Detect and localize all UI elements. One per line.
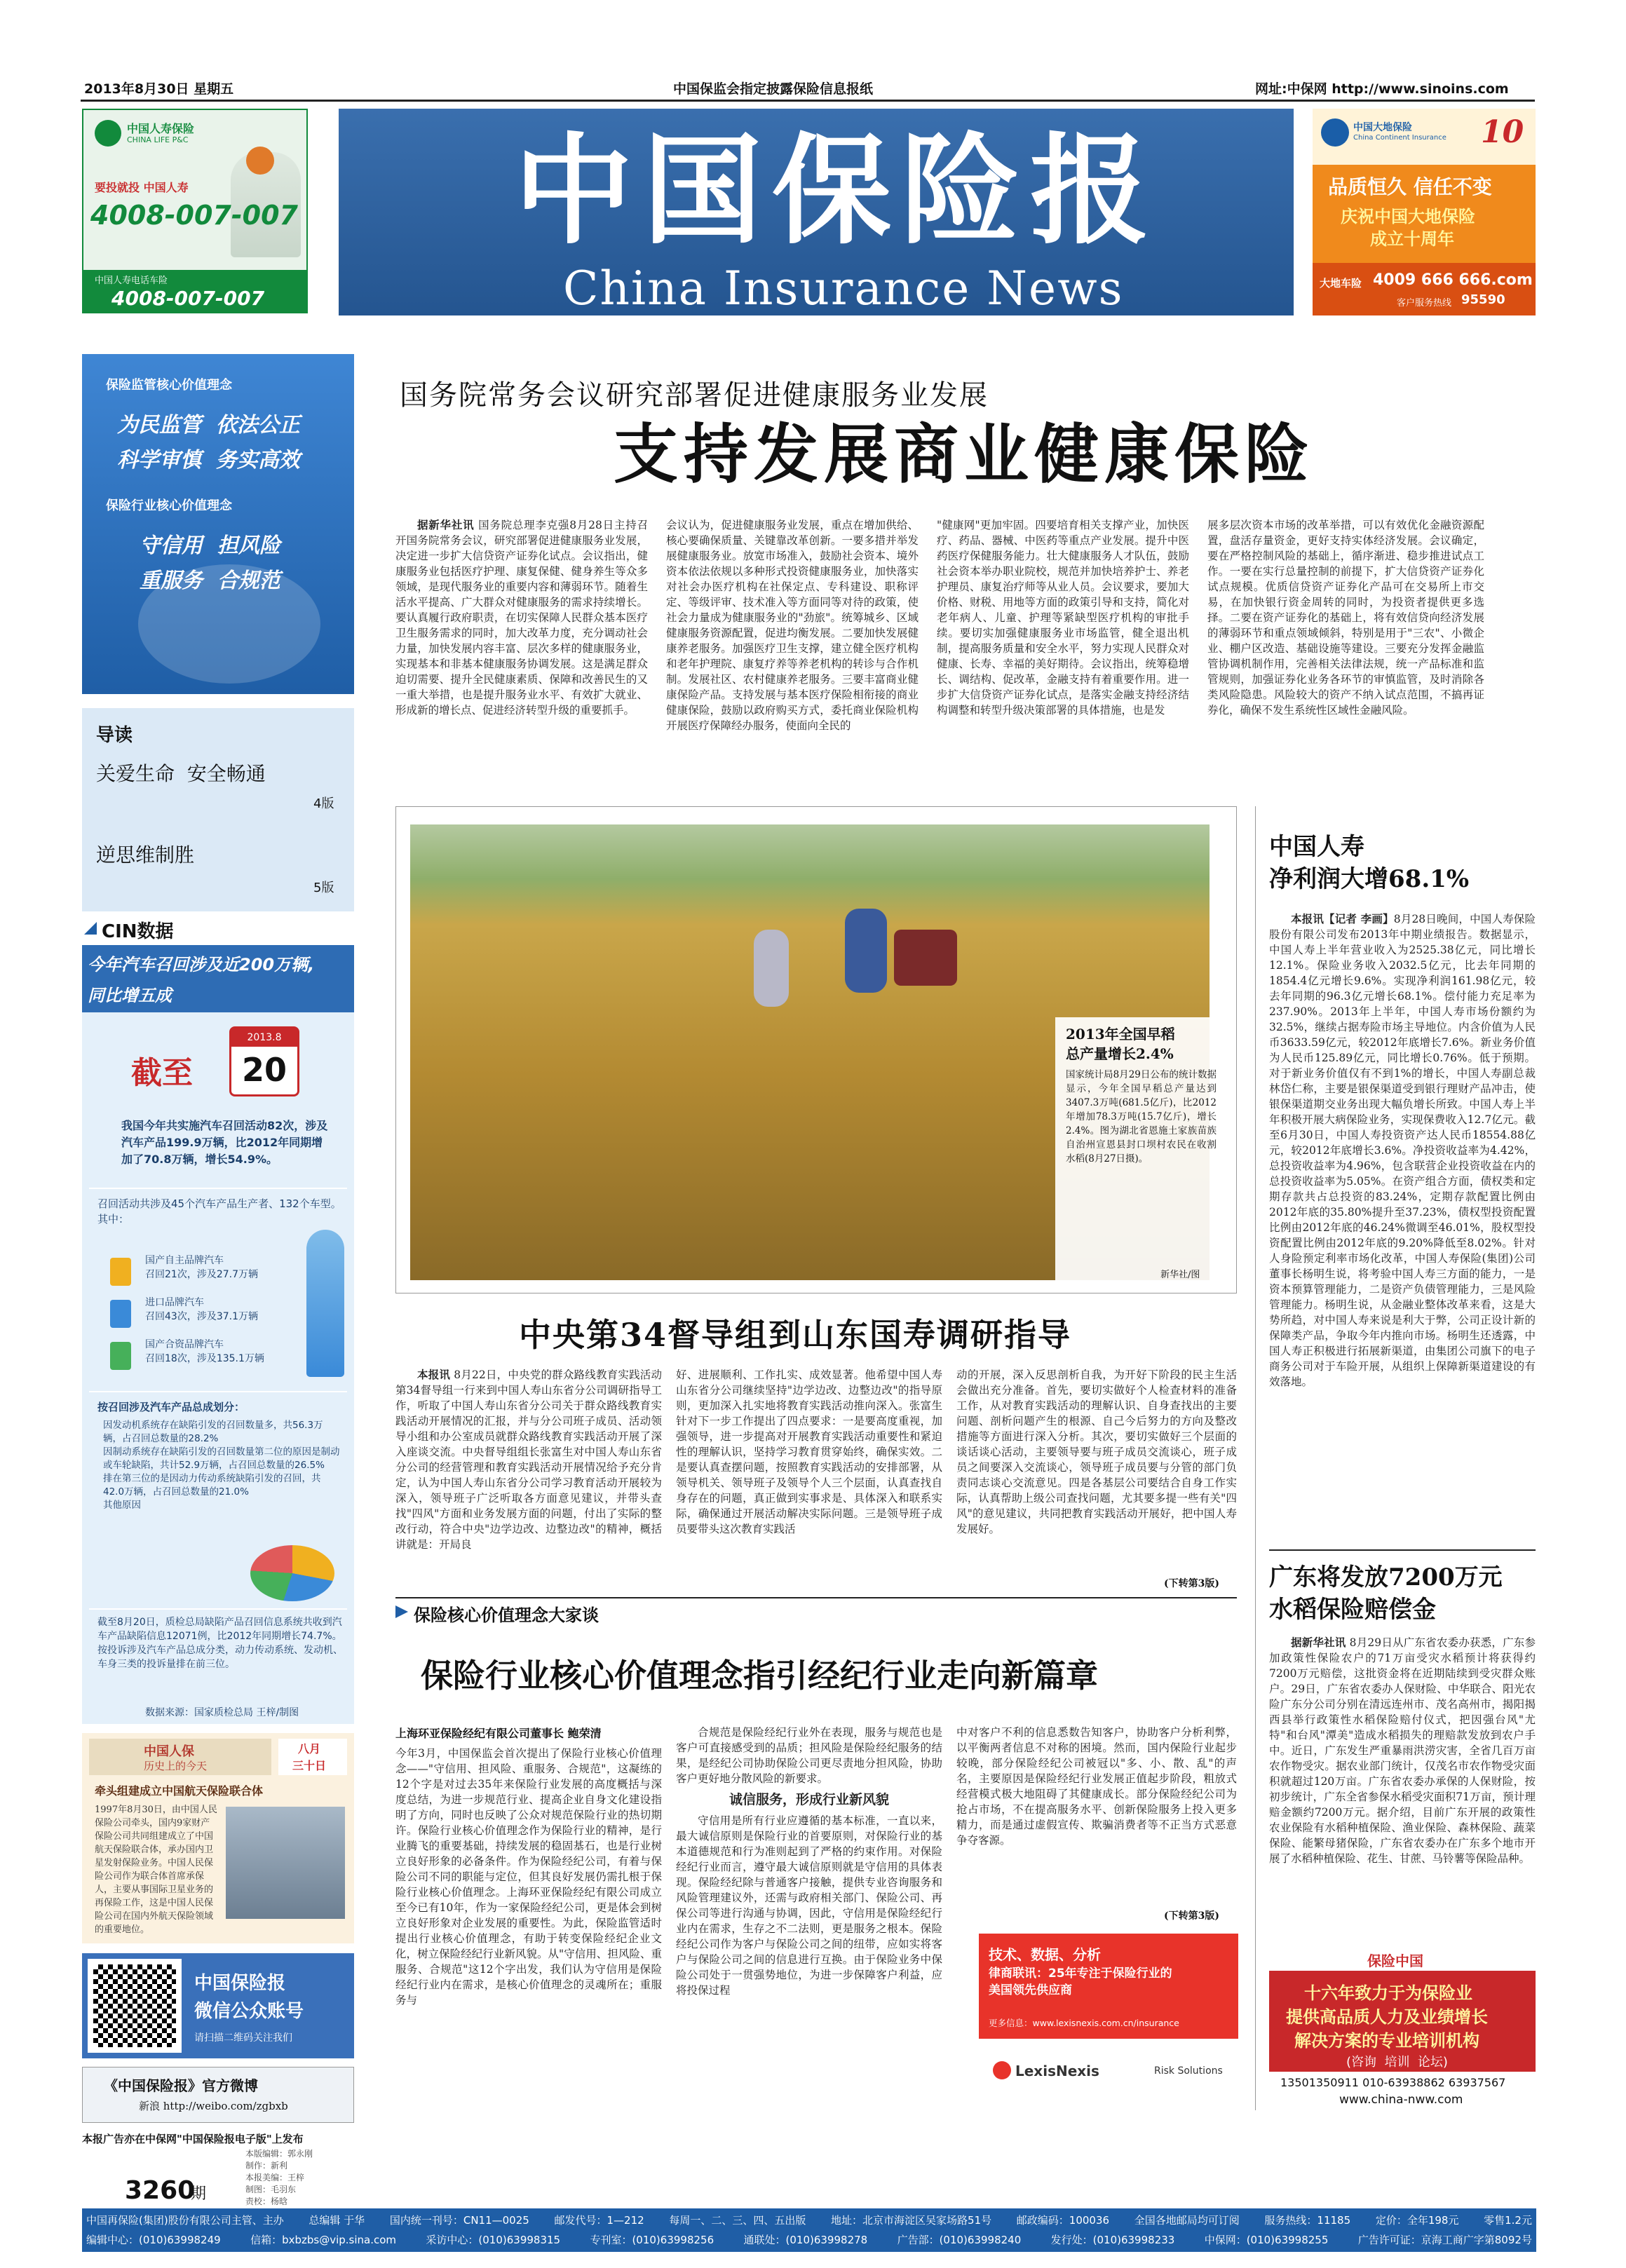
values-box	[82, 354, 354, 694]
ccic-hotline: 95590	[1461, 292, 1505, 307]
article3-subhead: 诚信服务，形成行业新风貌	[729, 1792, 889, 1807]
cin-cutoff: 截至	[131, 1055, 193, 1091]
ccic-slogan2: 庆祝中国大地保险	[1341, 207, 1475, 226]
history-brand: 中国人保	[144, 1744, 194, 1759]
history-month: 八月	[298, 1742, 321, 1756]
values-line4: 重服务 合规范	[140, 569, 280, 593]
ccic-anniversary: 10	[1481, 114, 1524, 150]
china-life-phone-big: 4008-007-007	[90, 200, 298, 231]
guide-item-1[interactable]: 关爱生命 安全畅通	[96, 762, 266, 785]
values-line2: 科学审慎 务实高效	[117, 448, 300, 473]
lexis-brand: LexisNexis	[1015, 2063, 1099, 2079]
guide-page-1: 4版	[313, 796, 334, 811]
rice-photo-frame	[395, 806, 1237, 1293]
training-phone: 13501350911 010-63938862 63937567	[1280, 2076, 1506, 2089]
values-line1: 为民监管 依法公正	[117, 413, 300, 437]
masthead-title: 中国保险报	[514, 121, 1160, 261]
lexis-tag: Risk Solutions	[1154, 2065, 1223, 2077]
calendar-month: 2013.8	[231, 1028, 297, 1047]
cin-panel	[82, 1012, 354, 1724]
china-life-phone: 4008-007-007	[111, 287, 265, 310]
right2-headline2: 水稻保险赔偿金	[1269, 1596, 1436, 1624]
credits: 本版编辑：郭永刚 制作：新利 本报美编：王梓 制图：毛羽东 责校：杨晗	[245, 2149, 313, 2206]
bar-jv-icon	[110, 1342, 131, 1370]
cin-title: CIN数据	[102, 921, 174, 942]
history-photo	[226, 1807, 345, 1919]
guide-box	[82, 708, 354, 911]
calendar-icon	[229, 1026, 299, 1096]
cause-item-3: 排在第三位的是因动力传动系统缺陷引发的召回，共42.0万辆，占召回总数量的21.0%	[103, 1473, 321, 1498]
website[interactable]: 网址:中保网 http://www.sinoins.com	[1255, 81, 1509, 97]
lead-col-2: 会议认为，促进健康服务业发展，重点在增加供给、核心要确保质量、关键靠改革创新。一要多措并举发展健康服务业。放宽市场准入，鼓励社会资本、境外资本依法依规以多种形式投资健康服务业，加快落实对社会办医疗机构在社保定点、专科建设、职称评定、等级评审、技术准入等方面同等对待的政策，使社会力量成为健康服务业的"劲旅"。统筹城乡、区域健康服务资源配置，促进均衡发展。二要加快发展健康养老服务。加强医疗卫生支撑，建立健全医疗机构和老年护理院、康复疗养等养老机构的转诊与合作机制。发展社区、农村健康养老服务。三要丰富商业健康保险产品。支持发展与基本医疗保险相衔接的商业健康保险，鼓励以政府购买方式，委托商业保险机构开展医疗保障经办服务，使面向全民的	[666, 519, 919, 732]
mfr-value-2: 召回43次，涉及37.1万辆	[145, 1311, 258, 1322]
cin-note: 截至8月20日，质检总局缺陷产品召回信息系统共收到汽车产品缺陷信息12071例，比2012年同期增长74.7%。按投诉涉及汽车产品总成分类，动力传动系统、发动机、车身三类的投诉量排在前三位。	[97, 1617, 343, 1670]
footer-line1: 中国再保险(集团)股份有限公司主管、主办 总编辑 于华 国内统一刊号：CN11—0025 邮发代号：1—212 每周一、二、三、四、五出版 地址：北京市海淀区吴家场路51号 邮政编码：100036 全国各地邮局均可订阅 服务热线：11185 定价：全年198元 零售1.2元	[86, 2214, 1532, 2227]
lexis-line1: 技术、数据、分析	[989, 1946, 1101, 1963]
china-life-brand-en: CHINA LIFE P&C	[127, 135, 189, 144]
cin-cause-title: 按召回涉及汽车产品总成划分：	[97, 1401, 245, 1413]
article3-headline: 保险行业核心价值理念指引经纪行业走向新篇章	[421, 1657, 1098, 1695]
wechat-qr-code[interactable]	[88, 1959, 182, 2053]
article3-col-3: 中对客户不利的信息悉数告知客户，协助客户分析利弊，以平衡两者信息不对称的困境。然而，国内保险行业起步较晚，部分保险经纪公司被冠以"多、小、散、乱"的声名，主要原因是保险经纪行业发展正值起步阶段，粗放式经营模式极大地阻碍了其健康成长。部分保险经纪公司为抢占市场，不在提高服务水平、创新保险服务上投入更多精力，而是通过虚假宣传、欺骗消费者等不正当方式恶意争夺客源。	[956, 1726, 1237, 1847]
history-body: 1997年8月30日，由中国人民保险公司牵头，国内9家财产保险公司共同组建成立了中国航天保险联合体，承办国内卫星发射保险业务。中国人民保险公司作为联合体首席承保人，主要从事国际卫星业务的再保险工作，这是中国人民保险公司在国内外航天保险领域的重要地位。	[95, 1805, 217, 1935]
mfr-label-1: 国产自主品牌汽车	[145, 1255, 224, 1266]
ccic-slogan1: 品质恒久 信任不变	[1328, 175, 1492, 198]
ccic-hotline-label: 客户服务热线	[1397, 298, 1452, 308]
lead-headline: 支持发展商业健康保险	[614, 416, 1315, 492]
ccic-phone-label: 大地车险	[1320, 277, 1362, 290]
history-title: 牵头组建成立中国航天保险联合体	[95, 1784, 264, 1798]
ccic-brand: 中国大地保险	[1353, 122, 1412, 133]
mfr-label-2: 进口品牌汽车	[145, 1297, 204, 1308]
china-life-slogan: 要投就投 中国人寿	[95, 181, 189, 194]
wechat-hint: 请扫描二维码关注我们	[194, 2032, 292, 2044]
lexis-logo-icon	[993, 2061, 1011, 2079]
photo-caption-title1: 2013年全国早稻	[1066, 1026, 1175, 1043]
ccic-logo-icon	[1321, 118, 1349, 147]
cin-mfr-title: 召回活动共涉及45个汽车产品生产者、132个车型。其中：	[97, 1197, 341, 1225]
car-figure-icon	[306, 1230, 344, 1377]
mfr-value-3: 召回18次，涉及135.1万辆	[145, 1353, 264, 1364]
article2-dateline: 本报讯	[417, 1368, 451, 1381]
values-title1: 保险监管核心价值理念	[106, 378, 232, 393]
right1-dateline: 本报讯【记者 李画】	[1291, 912, 1394, 925]
china-life-logo-icon	[95, 120, 121, 147]
footer-line2: 编辑中心：(010)63998249 信箱：bxbzbs@vip.sina.com 采访中心：(010)63998315 专刊室：(010)63998256 通联处：(010)63998278 广告部：(010)63998240 发行处：(010)63998233 中保网：(010)63998255 广告许可证：京海工商广字第8092号	[86, 2234, 1532, 2246]
bar-domestic-icon	[110, 1258, 131, 1286]
training-ad[interactable]	[1269, 1946, 1536, 2110]
values-title2: 保险行业核心价值理念	[106, 498, 232, 513]
mfr-label-3: 国产合资品牌汽车	[145, 1339, 224, 1350]
lead-kicker: 国务院常务会议研究部署促进健康服务业发展	[400, 379, 989, 412]
mfr-value-1: 召回21次，涉及27.7万辆	[145, 1269, 258, 1280]
masthead	[339, 109, 1294, 315]
right2-body: 据新华社讯 8月29日从广东省农委办获悉，广东参加政策性保险农户的71万亩受灾水稻预计将获得约7200万元赔偿，这批资金将在近期陆续到受灾群众账户。29日，广东省农委办人保财险、中华联合、阳光农险广东分公司分别在清远连州市、茂名高州市，揭阳揭西县举行政策性水稻保险赔付仪式，把因强台风"尤特"和台风"潭美"造成水稻损失的理赔款发放到农户手中。近日，广东发生严重暴雨洪涝灾害，全省几百万亩农作物受灾。据农业部门统计，仅茂名市农作物受灾面积就超过120万亩。广东省农委办承保的人保财险，按初步统计，广东全省参保水稻受灾面积71万亩，预计理赔金额约7200万元。据介绍，目前广东开展的政策性农业保险有水稻种植保险、渔业保险、森林保险、蔬菜保险、能繁母猪保险，广东省农委办在广东多个地市开展了水稻种植保险、花生、甘蔗、马铃薯等保险品种。	[1269, 1636, 1536, 1865]
issue-label: 期	[191, 2185, 207, 2203]
lead-col-4: 展多层次资本市场的改革举措，可以有效优化金融资源配置，盘活存量资金，更好支持实体经济发展。会议确定，要在严格控制风险的基础上，循序渐进、稳步推进试点工作。一要在实行总量控制的前提下，扩大信贷资产证券化试点规模。优质信贷资产证券化产品可在交易所上市交易，在加快银行资金周转的同时，为投资者提供更多选择。二要在资产证券化的基础上，将有效信贷向经济发展的薄弱环节和重点领域倾斜，特别是用于"三农"、小微企业、棚户区改造、基础设施等建设。三要充分发挥金融监管协调机制作用，完善相关法律法规，统一产品标准和监管规则，加强证券化业务各环节的审慎监管，及时消除各类风险隐患。风险较大的资产不纳入试点范围，不搞再证券化，确保不发生系统性区域性金融风险。	[1207, 519, 1484, 717]
training-line1: 十六年致力于为保险业	[1304, 1983, 1472, 2003]
lexisnexis-ad[interactable]	[979, 1934, 1238, 2109]
article2-col-2: 好、进展顺利、工作扎实、成效显著。他希望中国人寿山东省分公司继续坚持"边学边改、边整边改"的指导原则，更加深入扎实地将教育实践活动推向深入。张富生针对下一步工作提出了四点要求：一是要高度重视，加强领导，进一步提高对开展教育实践活动重要性和紧迫性的理解认识，坚持学习教育贯穿始终，确保实效。二是要认真查摆问题，按照教育实践活动的安排部署，从领导机关、领导班子及领导个人三个层面，认真查找自身存在的问题，真正做到实事求是、具体深入和联系实际，确保通过开展活动解决实际问题。三是领导班子成员要带头这次教育实践活	[676, 1369, 942, 1535]
lead-col-1: 据新华社讯 国务院总理李克强8月28日主持召开国务院常务会议，研究部署促进健康服务业发展，决定进一步扩大信贷资产证券化试点。会议指出，健康服务业包括医疗护理、康复保健、健身养生等众多领域，是现代服务业的重要内容和薄弱环节。随着生活水平提高、广大群众对健康服务的需求持续增长。要认真履行政府职责，在切实保障人民群众基本医疗卫生服务需求的同时，加大改革力度，充分调动社会力量，加快发展内容丰富、层次多样的健康服务业，实现基本和非基本健康服务协调发展。这是满足群众迫切需要、提升全民健康素质、保障和改善民生的又一重大举措，也是提升服务业水平、有效扩大就业、形成新的增长点、促进经济转型升级的重要抓手。	[395, 518, 648, 717]
issue-number: 3260	[125, 2176, 196, 2205]
harvester-figure	[894, 930, 957, 986]
wechat-title1: 中国保险报	[194, 1973, 286, 1994]
lead-col-3: "健康网"更加牢固。四要培育相关支撑产业，加快医疗、药品、器械、中医药等重点产业发展。提升中医药医疗保健服务能力。壮大健康服务人才队伍，鼓励社会资本举办职业院校，规范并加快培养护士、养老护理员、康复治疗师等从业人员。会议要求，要加大价格、财税、用地等方面的政策引导和支持，简化对老年病人、儿童、护理等紧缺型医疗机构的审批手续。要切实加强健康服务业市场监管，健全退出机制，提高服务质量和安全水平，努力实现人民群众对健康、长寿、幸福的美好期待。会议指出，统筹稳增长、调结构、促改革，金融支持有着重要作用。进一步扩大信贷资产证券化试点，是落实金融支持经济结构调整和转型升级决策部署的具体措施，也是发	[937, 519, 1189, 717]
article2-col-3: 动的开展，深入反思剖析自我，为开好下阶段的民主生活会做出充分准备。首先，要切实做好个人检查材料的准备工作，从对教育实践活动的理解认识、自身查找出的主要问题、剖析问题产生的根源、自己今后努力的方向及整改措施等方面进行深入分析。其次，要切实做好三个层面的谈话谈心活动，主要领导要与班子成员交流谈心，班子成员之间要深入交流谈心，领导班子成员要与分管的部门负责同志谈心交流意见。四是各基层公司要结合自身工作实际，认真帮助上级公司查找问题，尤其要多提一些有关"四风"的意见建议，共同把教育实践活动开展好，把中国人寿发展好。	[956, 1369, 1237, 1535]
right2-headline1: 广东将发放7200万元	[1269, 1563, 1503, 1591]
header-rule	[81, 100, 1535, 102]
ccic-brand-en: China Continent Insurance	[1353, 134, 1447, 142]
article2-continued: (下转第3版)	[1164, 1578, 1219, 1589]
training-url[interactable]: www.china-nww.com	[1339, 2093, 1463, 2107]
article2-col-1: 本报讯 8月22日，中央党的群众路线教育实践活动第34督导组一行来到中国人寿山东省分公司调研指导工作，听取了中国人寿山东省分公司关于群众路线教育实践活动开展情况的汇报，并与分公司班子成员、活动领导小组和办公室成员就群众路线教育实践活动开展了深入座谈交流。中央督导组组长张富生对中国人寿山东省分公司的经营管理和教育实践活动开展情况给予充分肯定，认为中国人寿山东省分公司学习教育活动开展较为深入，领导班子广泛听取各方面意见建议，并带头查找"四风"方面和业务发展方面的问题，付出了实际的整改行动，符合中央"边学边改、边整边改"的精神，概括讲就是：开局良	[395, 1368, 662, 1551]
farmer-figure-2	[754, 930, 789, 1007]
history-day: 三十日	[292, 1759, 327, 1772]
article3-continued: (下转第3版)	[1164, 1910, 1219, 1922]
bar-import-icon	[110, 1300, 131, 1328]
cause-item-1: 因发动机系统存在缺陷引发的召回数量多，共56.3万辆，占召回总数量的28.2%	[103, 1420, 323, 1444]
cause-item-4: 其他原因	[103, 1500, 141, 1511]
article2-headline: 中央第34督导组到山东国寿调研指导	[519, 1316, 1072, 1354]
masthead-subtitle: China Insurance News	[563, 262, 1124, 315]
guide-page-2: 5版	[313, 881, 334, 895]
section-label: 保险核心价值理念大家谈	[414, 1605, 599, 1625]
china-life-line: 中国人寿电话车险	[95, 276, 168, 286]
right2-dateline: 据新华社讯	[1291, 1636, 1346, 1649]
right1-headline1: 中国人寿	[1269, 833, 1364, 861]
training-brand: 保险中国	[1367, 1953, 1423, 1969]
weibo-title: 《中国保险报》官方微博	[104, 2077, 258, 2094]
section-arrow-icon	[395, 1605, 408, 1618]
cin-headline1: 今年汽车召回涉及近200万辆,	[88, 955, 315, 975]
guide-item-2[interactable]: 逆思维制胜	[96, 843, 195, 867]
article3-col-2: 合规范是保险经纪行业外在表现，服务与规范也是客户可直接感受到的品质；担风险是保险经纪服务的结果，是经纪公司协助保险公司更尽责地分担风险，协助客户更好地分散风险的新要求。 诚信服务，形成行业新风貌 守信用是所有行业应遵循的基本标准，一直以来，最大诚信原则是保险行业的首要原则，对保险行业的基本道德规范和行为准则起到了严格的约束作用。对保险经纪行业而言，遵守最大诚信原则就是守信用的具体表现。保险经纪除与普通客户接触，提供专业咨询服务和风险管理建议外，还需与政府相关部门、保险公司、再保公司等进行沟通与协调，因此，守信用是保险经纪行业内在需求，生存之不二法则，更是服务之根本。保险经纪公司作为客户与保险公司之间的纽带，应如实将客户与保险公司之间的信息进行互换。由于保险业务中保险公司处于一贯强势地位，为进一步保障客户利益，应将投保过程	[676, 1726, 942, 1997]
photo-caption-body: 国家统计局8月29日公布的统计数据显示，今年全国早稻总产量达到3407.3万吨(681.5亿斤)，比2012年增加78.3万吨(15.7亿斤)，增长2.4%。图为湖北省恩施土家族苗族自治州宣恩县封口坝村农民在收割水稻(8月27日摄)。	[1066, 1069, 1217, 1164]
ad-note: 本报广告亦在中保网"中国保险报电子版"上发布	[82, 2133, 304, 2145]
history-sub: 历史上的今天	[144, 1760, 208, 1772]
farmer-figure	[845, 909, 887, 993]
photo-caption-title2: 总产量增长2.4%	[1066, 1045, 1174, 1062]
basketball-icon	[246, 147, 274, 175]
right1-body: 本报讯【记者 李画】8月28日晚间，中国人寿保险股份有限公司发布2013年中期业绩报告。数据显示，中国人寿上半年营业收入为2525.38亿元，同比增长12.1%。保险业务收入2032.5亿元，比去年同期的1854.4亿元增长9.6%。实现净利润161.98亿元，较去年同期的96.3亿元增长68.1%。偿付能力充足率为237.90%。2013年上半年，中国人寿市场份额约为32.5%，继续占据寿险市场主导地位。内含价值为人民币3633.59亿元，较2012年底增长7.6%。新业务价值为人民币125.89亿元，同比增长0.76%。低于预期。对于新业务价值仅有不到1%的增长，中国人寿副总裁林岱仁称，主要是银保渠道受到银行理财产品冲击，使银保渠道期交业务出现大幅负增长所致。中国人寿上半年积极开展大病保险业务，实现保费收入12.7亿元。截至6月30日，中国人寿投资资产达人民币18554.88亿元，较2012年底增长3.6%。净投资收益率为4.42%，总投资收益率为4.96%，包含联营企业投资收益在内的总投资收益率为5.05%。在资产组合方面，债权类和定期存款共占总投资的83.24%，定期存款配置比例由2012年底的35.80%提升至37.23%，债权型投资配置比例由2012年底的46.24%微调至46.01%，股权型投资配置比例由2012年底的9.20%降低至8.02%。针对人身险预定利率市场化改革，中国人寿保险(集团)公司董事长杨明生说，将考验中国人寿三方面的能力，一是资本预算管理能力，二是资产负债管理能力，三是风险管理能力。杨明生说，从金融业整体改革来看，这是大势所趋，对中国人寿来说是利大于弊，公司正设计新的保障类产品，争取今年内推向市场。杨明生还透露，中国人寿正积极进行拓展新渠道，由集团公司旗下的电子商务公司对于车险开展，从组织上保障新渠道建设的有效落地。	[1269, 912, 1536, 1388]
china-life-ad[interactable]	[82, 109, 308, 313]
cin-source: 数据来源：国家质检总局 王梓/制图	[145, 1707, 299, 1718]
ccic-phone: 4009 666 666.com	[1373, 271, 1533, 289]
training-line3: 解决方案的专业培训机构	[1294, 2031, 1479, 2051]
wechat-title2: 微信公众账号	[194, 2001, 304, 2022]
training-line2: 提供高品质人力及业绩增长	[1286, 2007, 1488, 2027]
china-life-brand: 中国人寿保险	[127, 122, 195, 135]
article3-byline: 上海环亚保险经纪有限公司董事长 鲍荣清	[395, 1727, 602, 1740]
lexis-more[interactable]: 更多信息：www.lexisnexis.com.cn/insurance	[989, 2018, 1179, 2028]
weibo-url[interactable]: 新浪 http://weibo.com/zgbxb	[139, 2100, 288, 2112]
tagline: 中国保监会指定披露保险信息报纸	[673, 81, 874, 97]
weibo-box[interactable]	[82, 2067, 354, 2123]
lexis-line2: 律商联讯：25年专注于保险行业的	[989, 1967, 1172, 1981]
history-box	[82, 1733, 354, 1943]
guide-title: 导读	[96, 725, 133, 746]
cin-arrow-icon	[84, 922, 97, 935]
values-line3: 守信用 担风险	[140, 534, 280, 558]
ccic-slogan3: 成立十周年	[1370, 229, 1454, 249]
cin-headline2: 同比增五成	[88, 986, 172, 1005]
footer-bar	[82, 2208, 1536, 2252]
lead-dateline: 据新华社讯	[417, 518, 475, 531]
ccic-ad[interactable]	[1313, 109, 1536, 315]
cause-item-2: 因制动系统存在缺陷引发的召回数量第二位的原因是制动或车轮缺陷，共计52.9万辆，占召回总数量的26.5%	[103, 1446, 340, 1471]
article3-col-1: 今年3月，中国保监会首次提出了保险行业核心价值理念——"守信用、担风险、重服务、合规范"，这凝练的12个字是对过去35年来保险行业发展的高度概括与深度总结，为进一步规范行业、提高企业自身文化建设指明了方向，同时也反映了公众对规范保险行业的热切期许。保险行业核心价值理念作为保险行业的精神，是行业腾飞的重要基础，持续发展的稳固基石，也是行业树立良好形象的必备条件。作为保险经纪公司，有着与保险公司不同的职能与定位，但其良好发展仍需扎根于保险行业核心价值理念。上海环亚保险经纪有限公司成立至今已有10年，作为一家保险经纪公司，更是体会到树立良好形象对企业发展的重要性。为此，保险监管适时提出行业核心价值理念，有助于转变保险经纪企业文化，树立保险经纪行业新风貌。从"守信用、担风险、重服务、合规范"这12个字出发，我们认为守信用是保险经纪行业内在需求，是核心价值理念的灵魂所在；重服务与	[395, 1747, 662, 2006]
cin-headline-box	[82, 945, 354, 1012]
right1-headline2: 净利润大增68.1%	[1269, 865, 1470, 893]
cause-pie-icon	[250, 1545, 334, 1601]
photo-credit: 新华社/图	[1160, 1270, 1200, 1280]
wechat-box	[82, 1953, 354, 2058]
cin-summary: 我国今年共实施汽车召回活动82次，涉及汽车产品199.9万辆，比2012年同期增加了70.8万辆，增长54.9%。	[121, 1119, 328, 1166]
issue-date: 2013年8月30日 星期五	[84, 81, 234, 97]
lexis-line3: 美国领先供应商	[989, 1983, 1072, 1997]
calendar-day: 20	[241, 1051, 287, 1089]
training-tags: (咨询 培训 论坛)	[1346, 2055, 1448, 2070]
